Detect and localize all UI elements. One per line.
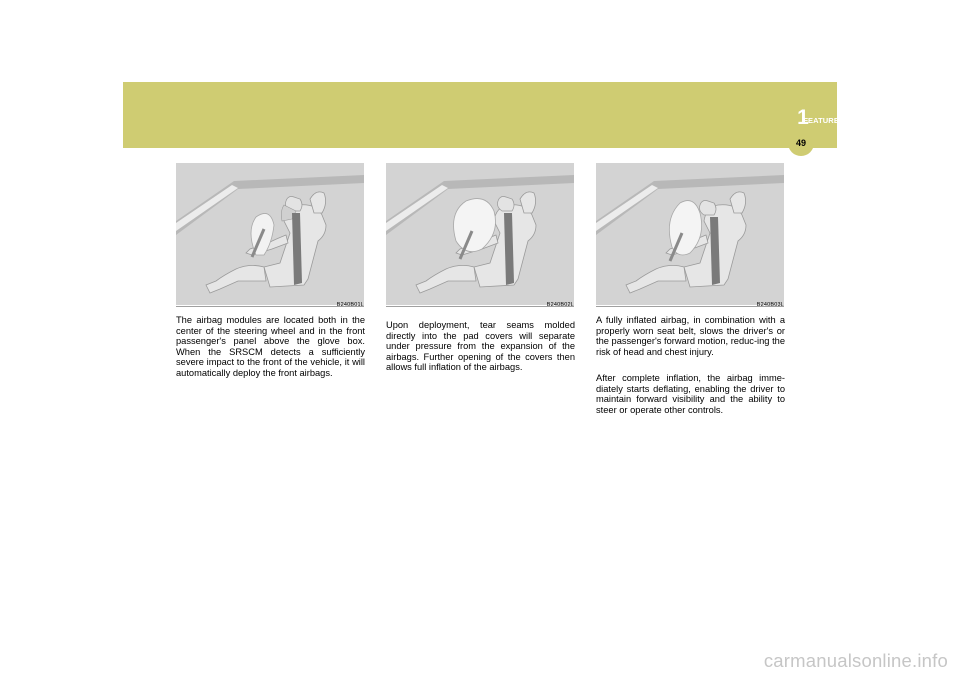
watermark: carmanualsonline.info — [763, 650, 948, 671]
figure-code: B240B01L — [336, 302, 364, 308]
column1-paragraph: The airbag modules are located both in the center of the steering wheel and in the front passenger's panel above the glove box. When the SRSCM detects a sufficiently severe impact to the front of the vehicle, it will automatically deploy the front airbags. — [176, 315, 365, 378]
page-number: 49 — [795, 138, 806, 148]
column2-paragraph: Upon deployment, tear seams molded directly into the pad covers will separate under pressure from the expansion of the airbags. Further opening of the covers then allows full inflation of the airbags. — [386, 320, 575, 373]
header-band — [123, 82, 837, 148]
airbag-inflating-illustration — [386, 163, 574, 305]
figure-code: B240B02L — [546, 302, 574, 308]
airbag-deploying-icon — [176, 163, 364, 305]
section-label: FEATURES OF YOUR HYUNDAI — [803, 116, 918, 125]
chapter-number: 1 — [797, 106, 809, 129]
airbag-fully-inflated-icon — [596, 163, 784, 305]
figure-code: B240B03L — [756, 302, 784, 308]
column3-paragraph-1: A fully inflated airbag, in combination with a properly worn seat belt, slows the driver's or the passenger's forward motion, reduc-ing the risk of head and chest injury. — [596, 315, 785, 357]
airbag-fully-inflated-illustration — [596, 163, 784, 305]
airbag-inflating-icon — [386, 163, 574, 305]
airbag-deploying-illustration — [176, 163, 364, 305]
column3-paragraph-2: After complete inflation, the airbag imme-diately starts deflating, enabling the driver to maintain forward visibility and the ability to steer or operate other controls. — [596, 373, 785, 415]
